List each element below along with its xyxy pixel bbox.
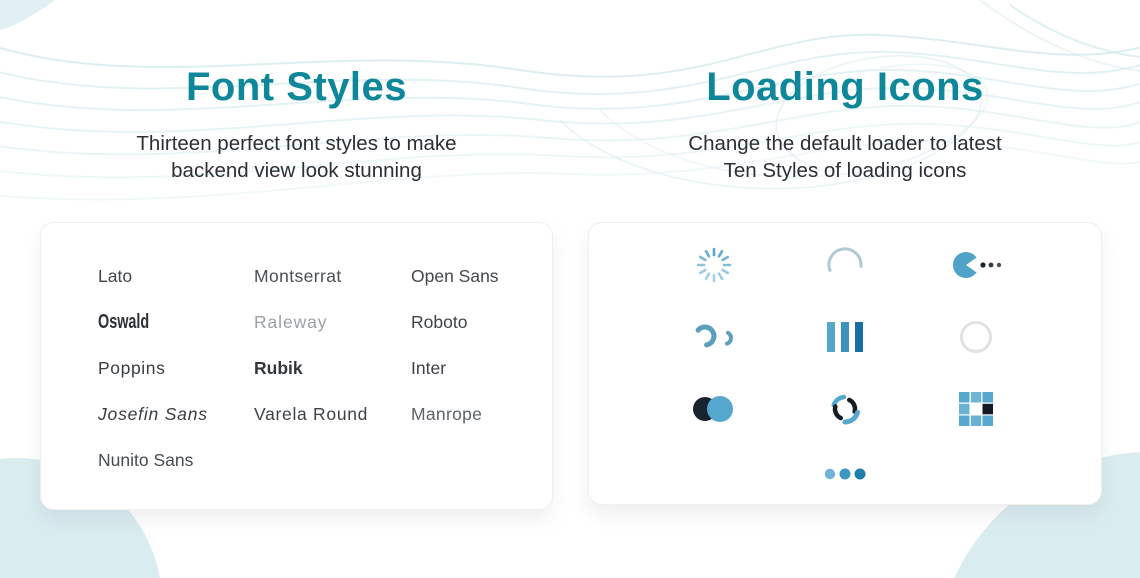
loader-cell bbox=[780, 301, 911, 373]
loading-icons-subtitle-line1: Change the default loader to latest bbox=[688, 132, 1002, 155]
font-name-open-sans: Open Sans bbox=[411, 266, 499, 286]
loading-icons-subtitle bbox=[588, 130, 1102, 184]
burst-spinner-icon bbox=[694, 245, 734, 285]
font-name-montserrat: Montserrat bbox=[254, 266, 342, 286]
loading-icons-subtitle-line2: Ten Styles of loading icons bbox=[723, 159, 967, 182]
dual-circles-loader-icon bbox=[689, 391, 739, 427]
font-name-inter: Inter bbox=[411, 358, 447, 378]
loader-cell bbox=[910, 373, 1041, 445]
font-name-josefin-sans: Josefin Sans bbox=[98, 404, 208, 424]
ring-loader-icon bbox=[957, 318, 995, 356]
loader-cell bbox=[649, 467, 1041, 481]
loading-icons-card bbox=[588, 222, 1102, 505]
font-column-1 bbox=[98, 267, 254, 497]
font-styles-card bbox=[40, 222, 553, 510]
font-name-rubik: Rubik bbox=[254, 358, 303, 378]
font-styles-title: Font Styles bbox=[185, 65, 408, 109]
font-styles-subtitle bbox=[40, 130, 553, 184]
loading-icons-title: Loading Icons bbox=[706, 65, 984, 109]
loading-icons-section bbox=[588, 0, 1102, 578]
double-crescent-spinner-icon bbox=[689, 320, 739, 354]
font-name-nunito-sans: Nunito Sans bbox=[98, 450, 194, 470]
dots-loader-icon bbox=[823, 467, 867, 481]
font-name-roboto: Roboto bbox=[411, 312, 468, 332]
font-column-2 bbox=[254, 267, 411, 497]
loader-cell bbox=[780, 373, 911, 445]
font-styles-subtitle-line2: backend view look stunning bbox=[171, 159, 422, 182]
loader-cell bbox=[649, 301, 780, 373]
font-styles-section bbox=[40, 0, 553, 578]
arc-spinner-icon bbox=[823, 243, 867, 287]
loader-cell bbox=[910, 229, 1041, 301]
font-name-raleway: Raleway bbox=[254, 312, 328, 332]
loader-cell bbox=[910, 301, 1041, 373]
loader-cell bbox=[780, 229, 911, 301]
font-name-varela-round: Varela Round bbox=[254, 404, 369, 424]
font-name-manrope: Manrope bbox=[411, 404, 483, 424]
loader-cell bbox=[649, 229, 780, 301]
font-styles-subtitle-line1: Thirteen perfect font styles to make bbox=[136, 132, 457, 155]
arc-segments-loader-icon bbox=[823, 387, 867, 431]
font-name-poppins: Poppins bbox=[98, 358, 166, 378]
square-grid-loader-icon bbox=[958, 391, 994, 427]
pacman-loader-icon bbox=[946, 243, 1006, 287]
font-name-oswald: Oswald bbox=[98, 311, 150, 333]
font-column-3 bbox=[411, 267, 551, 497]
font-name-lato: Lato bbox=[98, 266, 133, 286]
bars-loader-icon bbox=[826, 320, 864, 354]
loader-cell bbox=[649, 373, 780, 445]
